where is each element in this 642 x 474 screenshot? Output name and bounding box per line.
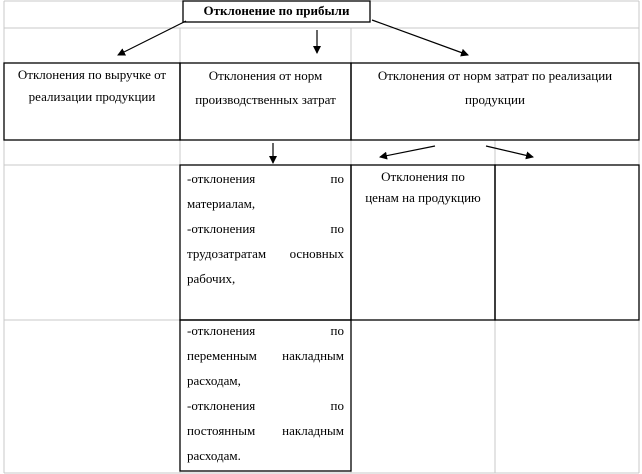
root-title: Отклонение по прибыли	[203, 3, 350, 18]
detail-line: -отклонения по	[187, 221, 344, 236]
detail-line: материалам,	[187, 196, 256, 211]
production-details-2	[187, 318, 344, 468]
detail-line: рабочих,	[187, 271, 236, 286]
production-details-1	[187, 166, 344, 291]
sales-norms-box: Отклонения от норм затрат по реализации продукции	[377, 68, 613, 107]
detail-line: -отклонения по	[187, 323, 344, 338]
price-deviation-box: Отклонения по ценам на продукцию	[365, 169, 481, 205]
production-norms-box: Отклонения от норм производственных затрат	[195, 68, 336, 107]
detail-line: расходам,	[187, 373, 241, 388]
revenue-deviation-box: Отклонения по выручке от реализации продукции	[17, 67, 167, 104]
detail-line: трудозатратам основных	[187, 246, 344, 261]
detail-line: постоянным накладным	[187, 423, 344, 438]
detail-line: переменным накладным	[187, 348, 344, 363]
detail-line: -отклонения по	[187, 171, 344, 186]
detail-line: -отклонения по	[187, 398, 344, 413]
detail-line: расходам.	[187, 448, 241, 463]
